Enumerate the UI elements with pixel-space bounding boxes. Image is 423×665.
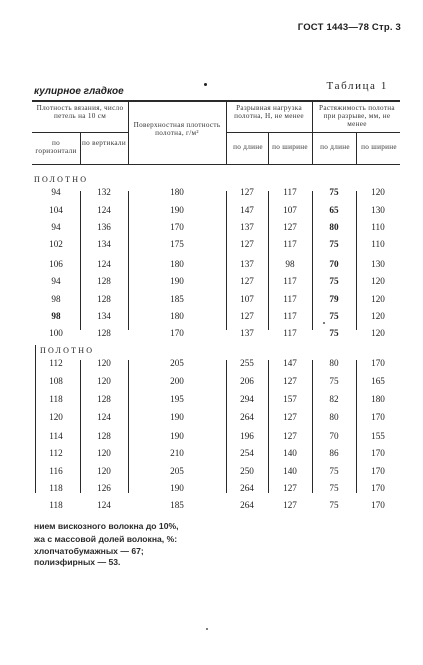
table-cell: 70 bbox=[329, 259, 339, 269]
elong-length-header: по длине bbox=[320, 143, 350, 151]
horizontal-header: по горизонтали bbox=[35, 139, 77, 155]
table-cell: 75 bbox=[329, 376, 339, 386]
table-cell: 117 bbox=[283, 187, 297, 197]
table-cell: 170 bbox=[371, 412, 385, 422]
table-cell: 112 bbox=[49, 448, 63, 458]
table-cell: 117 bbox=[283, 276, 297, 286]
table-cell: 127 bbox=[283, 431, 297, 441]
table-cell: 120 bbox=[371, 328, 385, 338]
table-cell: 264 bbox=[240, 483, 254, 493]
footnote-line: нием вискозного волокна до 10%, bbox=[34, 521, 179, 531]
vertical-header: по вертикали bbox=[82, 139, 126, 147]
table-label: Таблица 1 bbox=[326, 80, 388, 92]
table-cell: 112 bbox=[49, 358, 63, 368]
elongation-group-header: Растяжимость полотна при разрыве, мм, не менее bbox=[319, 104, 395, 128]
table-cell: 120 bbox=[97, 358, 111, 368]
table-cell: 134 bbox=[97, 311, 111, 321]
table-cell: 107 bbox=[283, 205, 297, 215]
table-cell: 155 bbox=[371, 431, 385, 441]
table-cell: 130 bbox=[371, 205, 385, 215]
table-cell: 190 bbox=[170, 483, 184, 493]
table-cell: 132 bbox=[97, 187, 111, 197]
table-cell: 126 bbox=[97, 483, 111, 493]
table-cell: 180 bbox=[170, 259, 184, 269]
table-cell: 170 bbox=[170, 328, 184, 338]
tensile-group-header: Разрывная нагрузка полотна, Н, не менее bbox=[234, 104, 304, 120]
body-divider bbox=[268, 360, 269, 493]
table-cell: 205 bbox=[170, 466, 184, 476]
body-divider bbox=[80, 191, 81, 330]
table-cell: 80 bbox=[329, 222, 339, 232]
table-cell: 94 bbox=[51, 222, 61, 232]
table-cell: 116 bbox=[49, 466, 63, 476]
table-cell: 94 bbox=[51, 276, 61, 286]
table-cell: 118 bbox=[49, 483, 63, 493]
hdr-divider bbox=[268, 132, 269, 164]
table-cell: 124 bbox=[97, 205, 111, 215]
table-cell: 86 bbox=[329, 448, 339, 458]
table-cell: 147 bbox=[240, 205, 254, 215]
table-cell: 102 bbox=[49, 239, 63, 249]
table-cell: 117 bbox=[283, 311, 297, 321]
table-cell: 128 bbox=[97, 328, 111, 338]
table-cell: 120 bbox=[371, 187, 385, 197]
table-cell: 75 bbox=[329, 239, 339, 249]
table-cell: 120 bbox=[371, 276, 385, 286]
table-cell: 170 bbox=[371, 500, 385, 510]
table-cell: 175 bbox=[170, 239, 184, 249]
table-cell: 180 bbox=[170, 311, 184, 321]
table-cell: 114 bbox=[49, 431, 63, 441]
table-cell: 124 bbox=[97, 259, 111, 269]
table-cell: 180 bbox=[170, 187, 184, 197]
table-cell: 190 bbox=[170, 276, 184, 286]
table-cell: 190 bbox=[170, 412, 184, 422]
table-cell: 128 bbox=[97, 431, 111, 441]
section-label: ПОЛОТНО bbox=[34, 175, 89, 184]
table-cell: 107 bbox=[240, 294, 254, 304]
table-cell: 136 bbox=[97, 222, 111, 232]
table-cell: 98 bbox=[285, 259, 295, 269]
body-divider bbox=[268, 191, 269, 330]
table-cell: 147 bbox=[283, 358, 297, 368]
print-speck bbox=[323, 322, 325, 324]
table-cell: 75 bbox=[329, 466, 339, 476]
table-cell: 120 bbox=[97, 448, 111, 458]
table-cell: 117 bbox=[283, 239, 297, 249]
print-speck bbox=[204, 83, 207, 86]
table-cell: 127 bbox=[240, 276, 254, 286]
footnote-line: полиэфирных — 53. bbox=[34, 557, 121, 567]
table-cell: 165 bbox=[371, 376, 385, 386]
elong-width-header: по ширине bbox=[361, 143, 397, 151]
table-cell: 264 bbox=[240, 412, 254, 422]
table-cell: 255 bbox=[240, 358, 254, 368]
table-cell: 124 bbox=[97, 500, 111, 510]
footnote-line: хлопчатобумажных — 67; bbox=[34, 546, 144, 556]
print-speck bbox=[206, 628, 208, 630]
table-cell: 75 bbox=[329, 311, 339, 321]
table-cell: 128 bbox=[97, 276, 111, 286]
table-cell: 180 bbox=[371, 394, 385, 404]
header-bottom-rule bbox=[32, 164, 400, 165]
body-divider bbox=[128, 360, 129, 493]
table-cell: 170 bbox=[371, 358, 385, 368]
table-cell: 200 bbox=[170, 376, 184, 386]
table-cell: 110 bbox=[371, 222, 385, 232]
table-cell: 157 bbox=[283, 394, 297, 404]
table-cell: 75 bbox=[329, 500, 339, 510]
table-cell: 79 bbox=[329, 294, 339, 304]
table-cell: 250 bbox=[240, 466, 254, 476]
table-cell: 65 bbox=[329, 205, 339, 215]
table-cell: 70 bbox=[329, 431, 339, 441]
table-cell: 190 bbox=[170, 205, 184, 215]
table-cell: 127 bbox=[240, 187, 254, 197]
table-cell: 120 bbox=[49, 412, 63, 422]
table-cell: 120 bbox=[371, 311, 385, 321]
body-divider bbox=[80, 360, 81, 493]
hdr-divider bbox=[312, 100, 313, 164]
table-cell: 294 bbox=[240, 394, 254, 404]
table-cell: 80 bbox=[329, 412, 339, 422]
table-top-rule bbox=[32, 100, 400, 102]
table-cell: 118 bbox=[49, 394, 63, 404]
density-group-header: Плотность вязания, число петель на 10 см bbox=[36, 104, 124, 120]
fabric-subtitle: кулирное гладкое bbox=[34, 86, 124, 97]
standard-header: ГОСТ 1443—78 Стр. 3 bbox=[297, 22, 401, 33]
hdr-divider bbox=[356, 132, 357, 164]
table-cell: 117 bbox=[283, 294, 297, 304]
table-cell: 117 bbox=[283, 328, 297, 338]
table-cell: 137 bbox=[240, 222, 254, 232]
table-cell: 128 bbox=[97, 394, 111, 404]
table-cell: 195 bbox=[170, 394, 184, 404]
body-divider bbox=[312, 360, 313, 493]
hdr-divider bbox=[226, 100, 227, 164]
table-cell: 140 bbox=[283, 448, 297, 458]
body-divider bbox=[356, 360, 357, 493]
table-cell: 185 bbox=[170, 294, 184, 304]
table-cell: 130 bbox=[371, 259, 385, 269]
table-cell: 127 bbox=[240, 311, 254, 321]
tensile-length-header: по длине bbox=[233, 143, 263, 151]
table-cell: 106 bbox=[49, 259, 63, 269]
table-cell: 137 bbox=[240, 328, 254, 338]
table-cell: 98 bbox=[51, 294, 61, 304]
table-cell: 120 bbox=[97, 466, 111, 476]
table-cell: 210 bbox=[170, 448, 184, 458]
table-cell: 98 bbox=[51, 311, 61, 321]
table-cell: 118 bbox=[49, 500, 63, 510]
section-label: ПОЛОТНО bbox=[40, 346, 95, 355]
table-cell: 137 bbox=[240, 259, 254, 269]
hdr-divider bbox=[80, 132, 81, 164]
table-cell: 196 bbox=[240, 431, 254, 441]
body-divider bbox=[128, 191, 129, 330]
table-cell: 185 bbox=[170, 500, 184, 510]
table-cell: 120 bbox=[97, 376, 111, 386]
table-cell: 190 bbox=[170, 431, 184, 441]
table-cell: 127 bbox=[283, 483, 297, 493]
table-cell: 100 bbox=[49, 328, 63, 338]
table-cell: 127 bbox=[283, 376, 297, 386]
table-cell: 80 bbox=[329, 358, 339, 368]
table-cell: 82 bbox=[329, 394, 339, 404]
mech-sub-rule bbox=[226, 132, 400, 133]
table-cell: 134 bbox=[97, 239, 111, 249]
table-cell: 170 bbox=[371, 448, 385, 458]
table-cell: 75 bbox=[329, 276, 339, 286]
table-cell: 104 bbox=[49, 205, 63, 215]
table-cell: 108 bbox=[49, 376, 63, 386]
table-cell: 128 bbox=[97, 294, 111, 304]
table-cell: 124 bbox=[97, 412, 111, 422]
table-cell: 75 bbox=[329, 328, 339, 338]
table-cell: 205 bbox=[170, 358, 184, 368]
table-cell: 170 bbox=[170, 222, 184, 232]
table-cell: 127 bbox=[283, 500, 297, 510]
table-cell: 75 bbox=[329, 187, 339, 197]
hdr-divider bbox=[128, 100, 129, 164]
table-cell: 94 bbox=[51, 187, 61, 197]
table-cell: 254 bbox=[240, 448, 254, 458]
table-cell: 75 bbox=[329, 483, 339, 493]
table-cell: 170 bbox=[371, 466, 385, 476]
table-cell: 264 bbox=[240, 500, 254, 510]
table-cell: 170 bbox=[371, 483, 385, 493]
table-cell: 127 bbox=[283, 222, 297, 232]
table-cell: 206 bbox=[240, 376, 254, 386]
table-cell: 110 bbox=[371, 239, 385, 249]
table-cell: 140 bbox=[283, 466, 297, 476]
table-cell: 120 bbox=[371, 294, 385, 304]
body-divider bbox=[312, 191, 313, 330]
table-cell: 127 bbox=[283, 412, 297, 422]
footnote-line: жа с массовой долей волокна, %: bbox=[34, 534, 178, 544]
surface-density-header: Поверхностная плотность полотна, г/м² bbox=[133, 121, 221, 137]
tensile-width-header: по ширине bbox=[272, 143, 308, 151]
table-cell: 127 bbox=[240, 239, 254, 249]
body-divider bbox=[356, 191, 357, 330]
